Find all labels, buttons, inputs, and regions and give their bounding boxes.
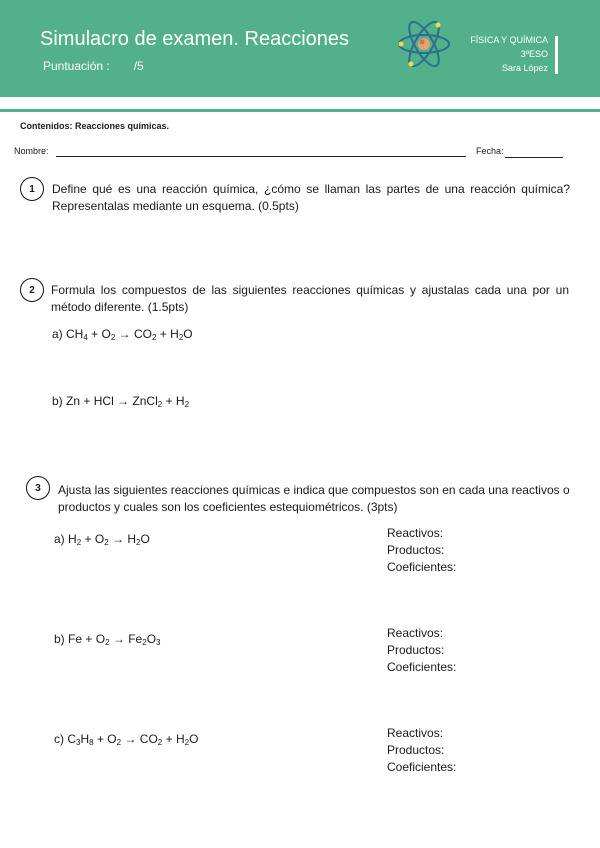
grade-label: 3ºESO <box>520 49 548 59</box>
score-field <box>43 59 144 73</box>
q3-equation-c: c) $C_3H_8 + O_2 \to CO_2 + H_2O$ <box>54 732 199 747</box>
header-divider <box>555 36 558 74</box>
productos-label: Productos: <box>387 543 445 557</box>
header-rule <box>0 109 600 112</box>
q3-answer-block-a <box>387 525 456 576</box>
q3-equation-b: b) $Fe + O_2 \to Fe_2O_3$ <box>54 632 161 647</box>
coeficientes-label: Coeficientes: <box>387 560 457 574</box>
reactivos-label: Reactivos: <box>387 726 444 740</box>
score-label: Puntuación : <box>43 59 110 73</box>
name-label: Nombre: <box>14 146 49 156</box>
productos-label: Productos: <box>387 643 445 657</box>
header-banner <box>0 0 600 97</box>
date-label: Fecha: <box>476 146 504 156</box>
q3-equation-a: a) $H_2 + O_2 \to H_2O$ <box>54 532 150 547</box>
q3-answer-block-c <box>387 725 456 776</box>
course-info <box>470 33 548 75</box>
page-title: Simulacro de examen. Reacciones <box>40 28 350 50</box>
productos-label: Productos: <box>387 743 445 757</box>
coeficientes-label: Coeficientes: <box>387 760 457 774</box>
q2-equation-a: a) $CH_4 + O_2 \to CO_2 + H_2O$ <box>52 327 193 342</box>
coeficientes-label: Coeficientes: <box>387 660 457 674</box>
question-1-number: 1 <box>20 177 44 201</box>
question-2-text: Formula los compuestos de las siguientes reacciones químicas y ajustalas cada una por un método diferente. (1.5pts) <box>51 283 569 314</box>
question-2-number: 2 <box>20 278 44 302</box>
subject-label: FÍSICA Y QUÍMICA <box>470 35 548 45</box>
date-field[interactable] <box>505 157 563 158</box>
question-3-text: Ajusta las siguientes reacciones químicas e indica que compuestos son en cada una reactivos o productos y cuales son los coeficientes estequiométricos. (3pts) <box>58 483 570 514</box>
q3-answer-block-b <box>387 625 456 676</box>
score-value: /5 <box>133 59 144 73</box>
reactivos-label: Reactivos: <box>387 626 444 640</box>
reactivos-label: Reactivos: <box>387 526 444 540</box>
question-3-number: 3 <box>26 476 50 500</box>
author-label: Sara López <box>501 63 548 73</box>
name-field[interactable] <box>56 156 466 157</box>
atom-icon <box>396 18 452 70</box>
q2-equation-b: b) Zn + HCl → ZnCl$_2$ + $H_2$ <box>52 394 190 409</box>
contents-label: Contenidos: Reacciones químicas. <box>20 121 170 131</box>
question-1-text: Define qué es una reacción química, ¿cómo se llaman las partes de una reacción química? Representalas mediante un esquema. (0.5pts) <box>52 182 570 213</box>
